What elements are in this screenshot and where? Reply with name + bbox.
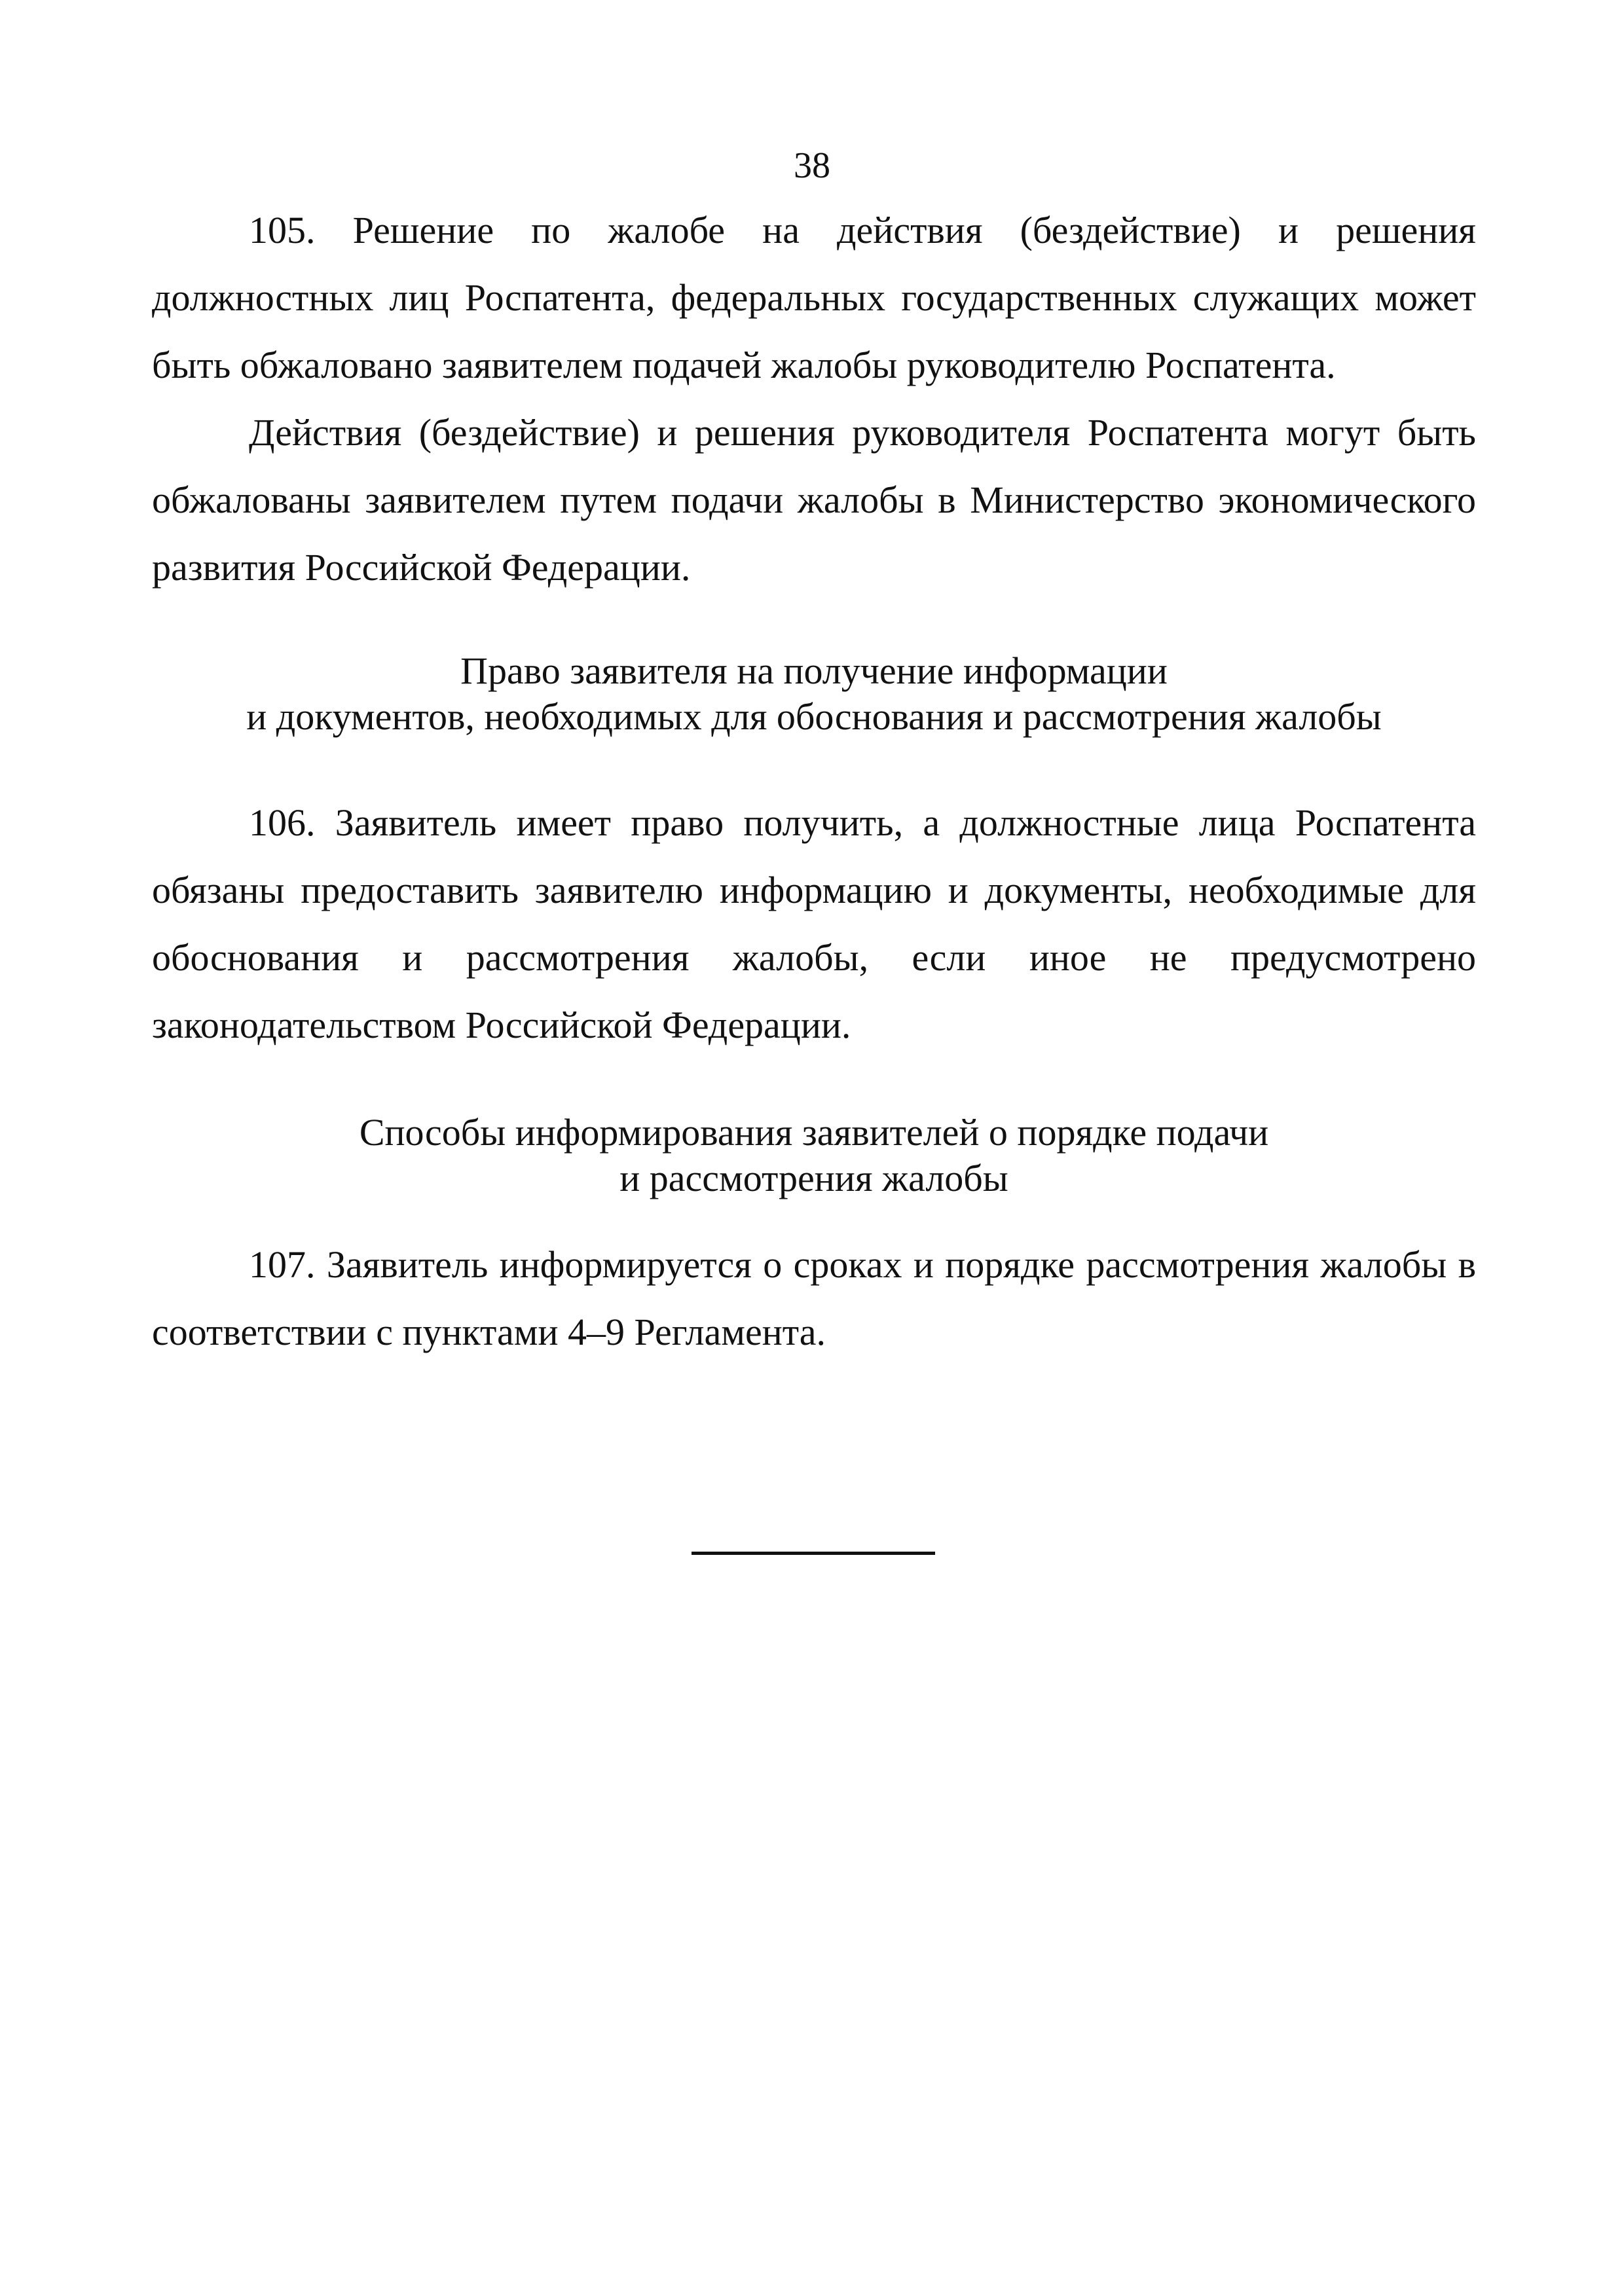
heading-informing-line-1: Способы информирования заявителей о порядке подачи (359, 1111, 1269, 1154)
heading-informing (152, 1110, 1476, 1201)
section-106 (152, 789, 1476, 1059)
heading-rights (152, 648, 1476, 740)
paragraph-107: 107. Заявитель информируется о сроках и порядке рассмотрения жалобы в соответствии с пунктами 4–9 Регламента. (152, 1243, 1476, 1353)
paragraph-105-continuation: Действия (бездействие) и решения руководителя Роспатента могут быть обжалованы заявителем путем подачи жалобы в Министерство экономического развития Российской Федерации. (152, 411, 1476, 589)
section-105 (152, 196, 1476, 601)
paragraph-106: 106. Заявитель имеет право получить, а должностные лица Роспатента обязаны предоставить заявителю информацию и документы, необходимые для обоснования и рассмотрения жалобы, если иное не предусмотрено законодательством Российской Федерации. (152, 801, 1476, 1046)
paragraph-105: 105. Решение по жалобе на действия (бездействие) и решения должностных лиц Роспатента, федеральных государственных служащих может быть обжаловано заявителем подачей жалобы руководителю Роспатента. (152, 209, 1476, 386)
page-number: 38 (794, 145, 830, 186)
heading-informing-line-2: и рассмотрения жалобы (619, 1157, 1008, 1199)
section-107 (152, 1231, 1476, 1366)
heading-rights-line-2: и документов, необходимых для обоснования и рассмотрения жалобы (246, 695, 1382, 738)
end-of-document-rule (692, 1552, 935, 1555)
heading-rights-line-1: Право заявителя на получение информации (460, 649, 1168, 692)
